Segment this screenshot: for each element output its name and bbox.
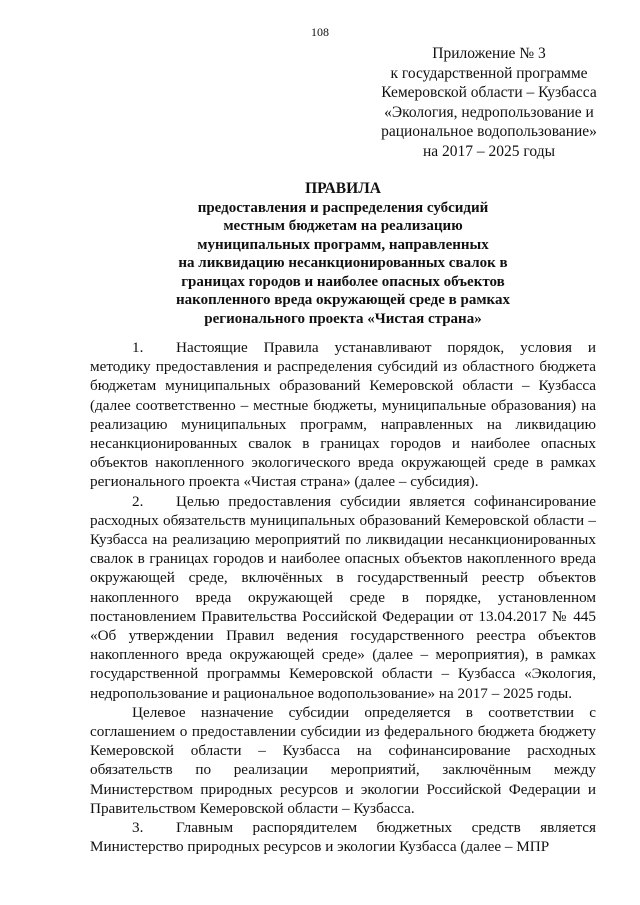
page-number: 108 bbox=[311, 25, 329, 39]
paragraph-3 bbox=[90, 818, 596, 856]
paragraph-1 bbox=[90, 338, 596, 492]
title-main: ПРАВИЛА bbox=[305, 180, 381, 197]
paragraph-2 bbox=[90, 492, 596, 703]
title-line: предоставления и распределения субсидий bbox=[197, 199, 489, 216]
title-line: регионального проекта «Чистая страна» bbox=[204, 310, 482, 327]
document-body bbox=[90, 338, 596, 856]
paragraph-text: Главным распорядителем бюджетных средств является Министерство природных ресурсов и экологии Кузбасса (далее – МПР bbox=[90, 819, 596, 856]
appendix-line: рациональное водопользование» bbox=[381, 123, 597, 140]
title-line: местным бюджетам на реализацию bbox=[223, 218, 463, 234]
title-line: на ликвидацию несанкционированных свалок в bbox=[178, 255, 508, 271]
title-line: муниципальных программ, направленных bbox=[197, 236, 489, 253]
appendix-line: Кемеровской области – Кузбасса bbox=[381, 84, 597, 101]
paragraph-number: 3. bbox=[132, 819, 144, 837]
paragraph-number: 2. bbox=[132, 492, 144, 510]
document-title bbox=[88, 180, 598, 328]
appendix-line: Приложение № 3 bbox=[432, 45, 546, 62]
paragraph-text: Настоящие Правила устанавливают порядок, условия и методику предоставления и распределения субсидий из областного бюджета бюджетам муниципальных образований Кемеровской области – Кузбасса (далее соответственно – местные бюджеты, муниципальные образования) на реализацию муниципальных программ, направленных на ликвидацию несанкционированных свалок в границах городов и наиболее опасных объектов накопленного экологического вреда окружающей среде в рамках регионального проекта «Чистая страна» (далее – субсидия). bbox=[90, 339, 596, 491]
paragraph-2-continued bbox=[90, 703, 596, 818]
paragraph-text: Целевое назначение субсидии определяется в соответствии с соглашением о предоставлении субсидии из федерального бюджета бюджету Кемеровской области – Кузбасса на софинансирование расходных обязательств по реализации мероприятий, заключённым между Министерством природных ресурсов и экологии Российской Федерации и Правительством Кемеровской области – Кузбасса. bbox=[90, 703, 596, 817]
paragraph-text: Целью предоставления субсидии является софинансирование расходных обязательств муниципальных образований Кемеровской области – Кузбасса на реализацию мероприятий по ликвидации несанкционированных свалок в границах городов и наиболее опасных объектов накопленного вреда окружающей среде, включённых в государственный реестр объектов накопленного вреда окружающей среде в порядке, установленном постановлением Правительства Российской Федерации от 13.04.2017 № 445 «Об утверждении Правил ведения государственного реестра объектов накопленного вреда окружающей среде» (далее – мероприятия), в рамках государственной программы Кемеровской области – Кузбасса «Экология, недропользование и рациональное водопользование» на 2017 – 2025 годы. bbox=[90, 492, 596, 702]
title-line: границах городов и наиболее опасных объектов bbox=[181, 273, 505, 290]
paragraph-number: 1. bbox=[132, 339, 144, 356]
appendix-line: на 2017 – 2025 годы bbox=[423, 142, 555, 160]
appendix-line: «Экология, недропользование и bbox=[384, 103, 594, 121]
title-line: накопленного вреда окружающей среде в рамках bbox=[176, 292, 510, 308]
appendix-header bbox=[355, 44, 623, 161]
appendix-line: к государственной программе bbox=[390, 64, 588, 82]
